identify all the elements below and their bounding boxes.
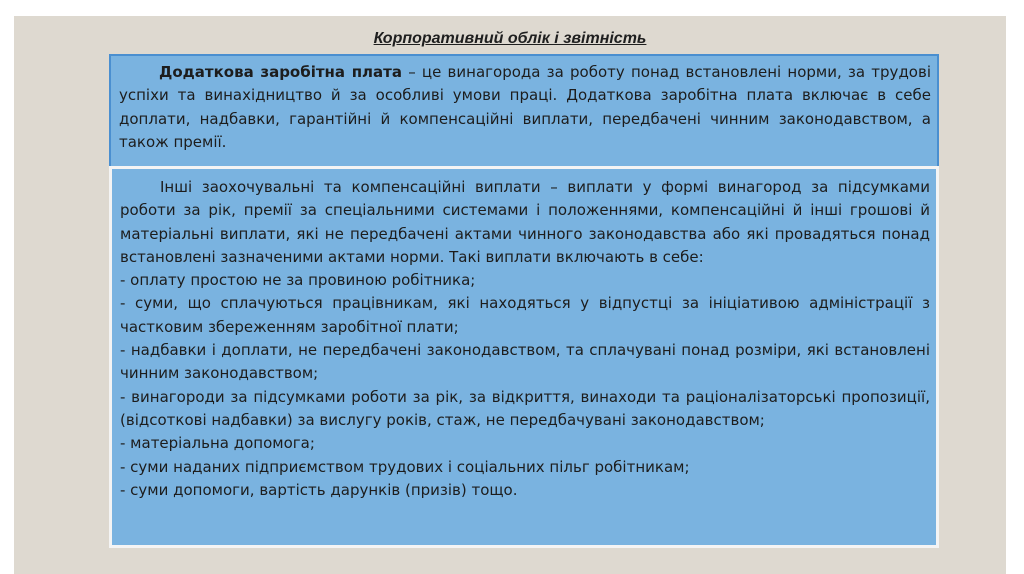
list-item: - суми, що сплачуються працівникам, які находяться у відпустці за ініціативою адміністрації з частковим збереженням заробітної плати;: [120, 294, 930, 336]
other-payments-intro: [120, 176, 930, 269]
other-payments-box: [109, 166, 939, 548]
page-title: Корпоративний облік і звітність: [373, 30, 647, 47]
list-item: - суми допомоги, вартість дарунків (призів) тощо.: [120, 480, 518, 499]
other-payments-intro-text: Інші заохочувальні та компенсаційні виплати – виплати у формі винагород за підсумками роботи за рік, премії за спеціальними системами і положеннями, компенсаційні й інші грошові й матеріальні виплати, які не передбачені актами чинного законодавства або які провадяться понад встановлені зазначеними актами норми. Такі виплати включають в себе:: [120, 178, 930, 266]
list-item: - винагороди за підсумками роботи за рік, за відкриття, винаходи та раціоналізаторські пропозиції, (відсоткові надбавки) за вислугу років, стаж, не передбачувані законодавством;: [120, 387, 930, 429]
definition-box: [109, 54, 939, 174]
slide: [14, 16, 1006, 574]
list-item: - оплату простою не за провиною робітника;: [120, 271, 476, 290]
definition-text: – це винагорода за роботу понад встановлені норми, за трудові успіхи та винахідництво й за особливі умови праці. Додаткова заробітна плата включає в себе доплати, надбавки, гарантійні й компенсаційні виплати, передбачені чинним законодавством, а також премії.: [119, 63, 931, 151]
list-item: - матеріальна допомога;: [120, 434, 315, 453]
definition-term: Додаткова заробітна плата: [159, 63, 402, 81]
definition-paragraph: [119, 61, 931, 154]
list-item: - надбавки і доплати, не передбачені законодавством, та сплачувані понад розміри, які встановлені чинним законодавством;: [120, 341, 930, 383]
list-item: - суми наданих підприємством трудових і соціальних пільг робітникам;: [120, 457, 690, 476]
